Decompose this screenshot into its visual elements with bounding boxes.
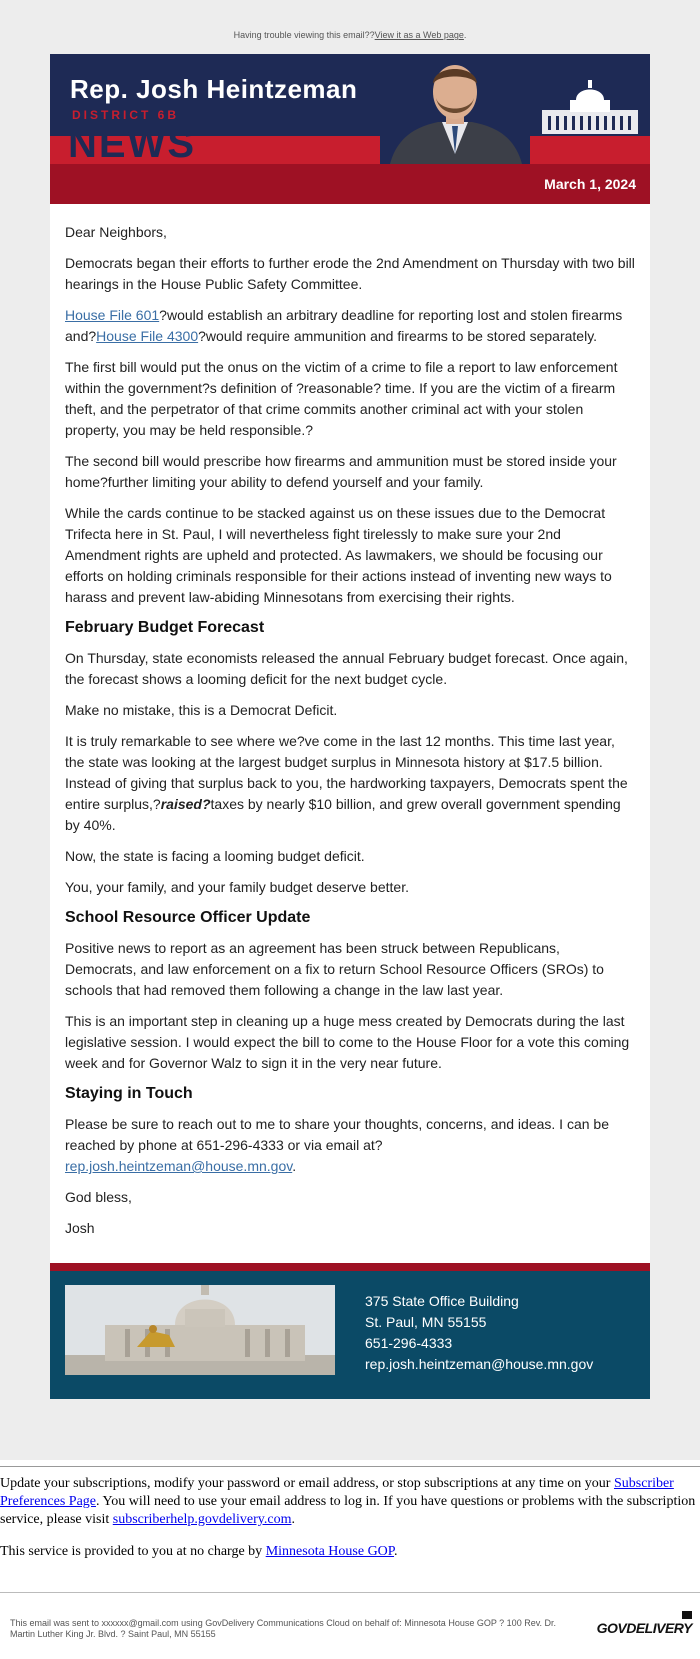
sro-heading: School Resource Officer Update xyxy=(65,909,311,926)
bills-paragraph: House File 601?would establish an arbitrary deadline for reporting lost and stolen firearms and?House File 4300?would require ammunition and firearms to be stored separately. xyxy=(65,307,623,344)
sro-paragraph-1: Positive news to report as an agreement has been struck between Republicans, Democrats, and law enforcement on a fix to return School Resource Officers (SROs) to schools that had removed them following a change in the law last year. xyxy=(65,940,604,998)
phone-number: 651-296-4333 xyxy=(365,1335,453,1351)
first-bill-paragraph: The first bill would put the onus on the victim of a crime to file a report to law enforcement within the government?s definition of ?reasonable? time. If you are the victim of a firearm theft, and the perpetrator of that crime commits another criminal act with your stolen property, you may be held responsible.? xyxy=(65,359,618,438)
footer-email: rep.josh.heintzeman@house.mn.gov xyxy=(365,1356,594,1372)
subscription-notice xyxy=(0,1466,700,1575)
address-line-2: St. Paul, MN 55155 xyxy=(365,1314,487,1330)
budget-paragraph-2: Make no mistake, this is a Democrat Deficit. xyxy=(65,702,338,718)
district-label: DISTRICT 6B xyxy=(72,108,180,122)
subscription-paragraph: Update your subscriptions, modify your password or email address, or stop subscriptions at any time on your Subscriber Preferences Page. You will need to use your email address to log in. If you have questions or problems with the subscription service, please visit subscriberhelp.govdelivery.com. xyxy=(0,1476,696,1527)
mn-house-gop-link[interactable]: Minnesota House GOP xyxy=(265,1544,395,1559)
second-bill-paragraph: The second bill would prescribe how firearms and ammunition must be stored inside your home?further limiting your ability to defend yourself and your family. xyxy=(65,453,617,490)
rep-name: Rep. Josh Heintzeman xyxy=(70,74,358,104)
second-amendment-paragraph: While the cards continue to be stacked against us on these issues due to the Democrat Trifecta here in St. Paul, I will nevertheless fight tirelessly to make sure your 2nd Amendment rights are upheld and protected. As lawmakers, we should be focusing our efforts on holding criminals responsible for their actions instead of inventing new ways to harass and prevent law-abiding Minnesotans from exercising their rights. xyxy=(65,505,612,605)
house-file-601-link[interactable]: House File 601 xyxy=(65,307,160,323)
news-label: NEWS xyxy=(68,122,196,166)
greeting: Dear Neighbors, xyxy=(65,224,167,240)
capitol-dome-image xyxy=(65,1285,335,1375)
issue-date: March 1, 2024 xyxy=(544,176,636,192)
rep-portrait-image xyxy=(380,54,530,164)
budget-heading: February Budget Forecast xyxy=(65,619,265,636)
budget-paragraph-1: On Thursday, state economists released the annual February budget forecast. Once again, the forecast shows a looming deficit for the next budget cycle. xyxy=(65,650,628,687)
subscriber-preferences-link[interactable]: Subscriber Preferences Page xyxy=(0,1476,674,1509)
preheader: Having trouble viewing this email??View it as a Web page. xyxy=(233,30,467,40)
budget-paragraph-3: It is truly remarkable to see where we?ve come in the last 12 months. This time last year, the state was looking at the largest budget surplus in Minnesota history at $17.5 billion. Instead of giving that surplus back to you, the hardworking taxpayers, Democrats spent the entire surplus,?raised?taxes by nearly $10 billion, and grew overall government spending by 40%. xyxy=(65,733,628,833)
legal-text: This email was sent to xxxxxx@gmail.com using GovDelivery Communications Cloud on behalf of: Minnesota House GOP ? 100 Rev. Dr. Martin Luther King Jr. Blvd. ? Saint Paul, MN 55155 xyxy=(10,1618,557,1639)
address-line-1: 375 State Office Building xyxy=(365,1293,519,1309)
house-file-4300-link[interactable]: House File 4300 xyxy=(96,328,199,344)
signature: Josh xyxy=(65,1220,95,1236)
sro-paragraph-2: This is an important step in cleaning up a huge mess created by Democrats during the last legislative session. I would expect the bill to come to the House Floor for a vote this coming week and for Governor Walz to sign it in the very near future. xyxy=(65,1013,630,1071)
legal-footer xyxy=(0,1592,700,1639)
contact-info xyxy=(365,1291,593,1375)
contact-paragraph: Please be sure to reach out to me to share your thoughts, concerns, and ideas. I can be reached by phone at 651-296-4333 or via email at? rep.josh.heintzeman@house.mn.gov. xyxy=(65,1116,609,1174)
closing: God bless, xyxy=(65,1189,132,1205)
header-banner xyxy=(50,54,650,204)
service-paragraph: This service is provided to you at no charge by Minnesota House GOP. xyxy=(0,1544,398,1559)
flag-icon xyxy=(682,1611,692,1619)
budget-paragraph-4: Now, the state is facing a looming budget deficit. xyxy=(65,848,365,864)
rep-email-link[interactable]: rep.josh.heintzeman@house.mn.gov xyxy=(65,1158,293,1174)
newsletter-card xyxy=(50,54,650,1399)
budget-paragraph-5: You, your family, and your family budget deserve better. xyxy=(65,879,409,895)
intro-paragraph: Democrats began their efforts to further erode the 2nd Amendment on Thursday with two bill hearings in the House Public Safety Committee. xyxy=(65,255,635,292)
govdelivery-logo: GOVDELIVERY xyxy=(597,1620,692,1636)
newsletter-body xyxy=(50,204,650,1253)
contact-footer xyxy=(50,1263,650,1399)
touch-heading: Staying in Touch xyxy=(65,1085,193,1102)
capitol-icon xyxy=(540,80,640,136)
web-version-link[interactable]: View it as a Web page xyxy=(374,30,464,40)
subscriber-help-link[interactable]: subscriberhelp.govdelivery.com xyxy=(112,1512,292,1527)
preheader-text: Having trouble viewing this email?? xyxy=(233,30,375,40)
